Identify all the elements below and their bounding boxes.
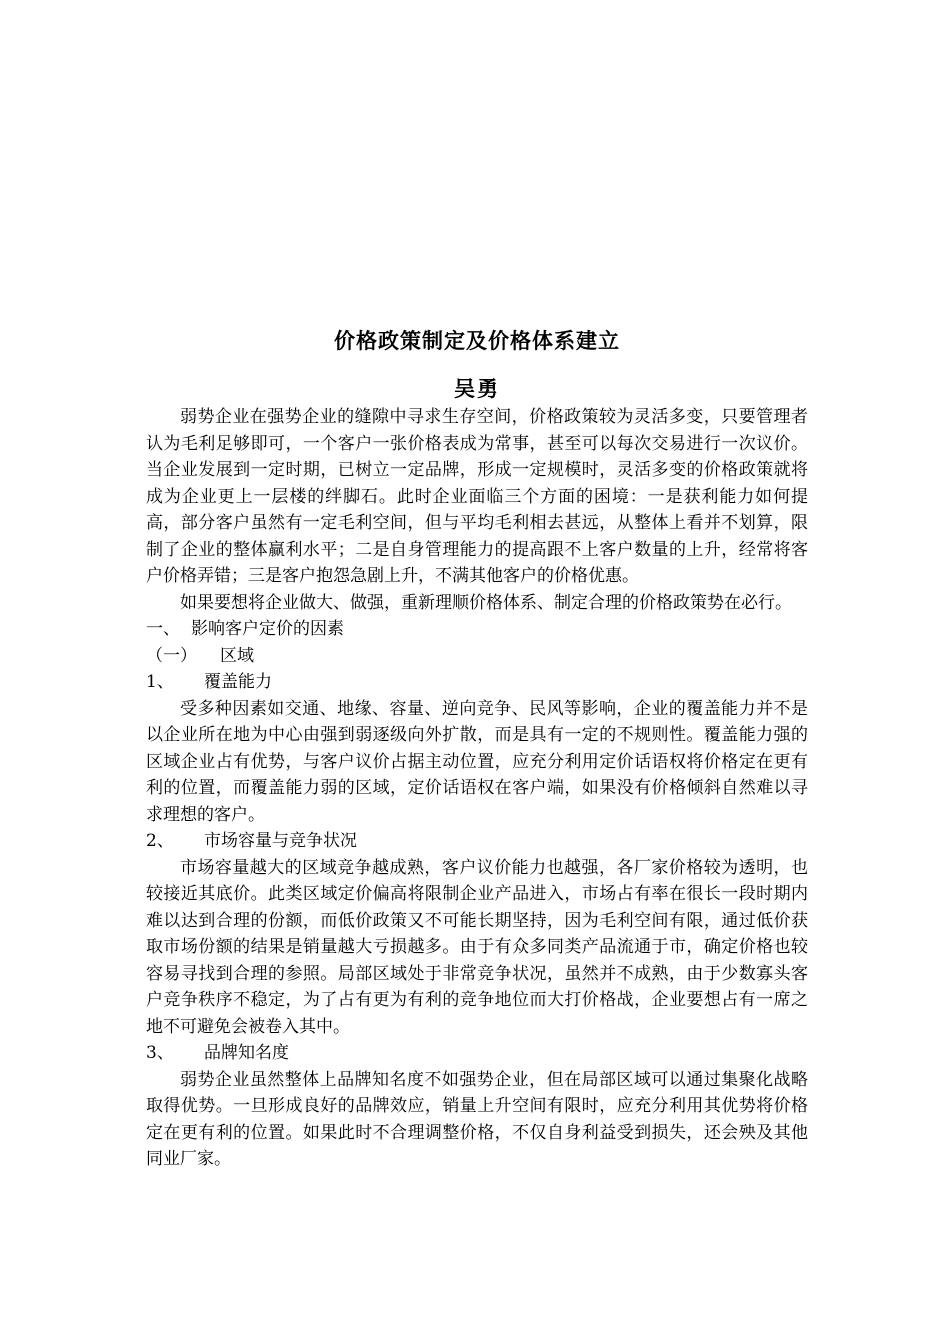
section-title: 影响客户定价的因素 [191, 619, 344, 639]
section-number: 一、 [146, 619, 180, 639]
item-number: 3、 [146, 1043, 174, 1063]
intro-paragraph-2: 如果要想将企业做大、做强，重新理顺价格体系、制定合理的价格政策势在必行。 [180, 592, 792, 613]
document-author: 吴勇 [454, 377, 500, 401]
intro-paragraph-1: 弱势企业在强势企业的缝隙中寻求生存空间，价格政策较为灵活多变，只要管理者认为毛利足够即可，一个客户一张价格表成为常事，甚至可以每次交易进行一次议价。当企业发展到一定时期，已树立一定品牌，形成一定规模时，灵活多变的价格政策就将成为企业更上一层楼的绊脚石。此时企业面临三个方面的困境：一是获利能力如何提高，部分客户虽然有一定毛利空间，但与平均毛利相去甚远，从整体上看并不划算，限制了企业的整体赢利水平；二是自身管理能力的提高跟不上客户数量的上升，经常将客户价格弄错；三是客户抱怨急剧上升，不满其他客户的价格优惠。 [146, 407, 808, 586]
item-title: 品牌知名度 [204, 1043, 289, 1063]
item-heading-2 [146, 828, 808, 855]
item-paragraph-3: 弱势企业虽然整体上品牌知名度不如强势企业，但在局部区域可以通过集聚化战略取得优势。一旦形成良好的品牌效应，销量上升空间有限时，应充分利用其优势将价格定在更有利的位置。如果此时不合理调整价格，不仅自身利益受到损失，还会殃及其他同业厂家。 [146, 1069, 808, 1169]
document-page [146, 320, 808, 1173]
section-heading-1 [146, 616, 808, 643]
item-title: 市场容量与竞争状况 [204, 831, 357, 851]
item-number: 1、 [146, 672, 174, 692]
item-paragraph-2: 市场容量越大的区域竞争越成熟，客户议价能力也越强，各厂家价格较为透明，也较接近其底价。此类区域定价偏高将限制企业产品进入，市场占有率在很长一段时期内难以达到合理的份额，而低价政策又不可能长期坚持，因为毛利空间有限，通过低价获取市场份额的结果是销量越大亏损越多。由于有众多同类产品流通于市，确定价格也较容易寻找到合理的参照。局部区域处于非常竞争状况，虽然并不成熟，由于少数寡头客户竞争秩序不稳定，为了占有更为有利的竞争地位而大打价格战，企业要想占有一席之地不可避免会被卷入其中。 [146, 857, 808, 1037]
item-number: 2、 [146, 831, 174, 851]
document-title: 价格政策制定及价格体系建立 [334, 329, 620, 353]
subsection-title: 区域 [220, 645, 254, 666]
item-heading-3 [146, 1040, 808, 1067]
document-body [146, 404, 808, 1173]
subsection-heading-1: （一） 区域 [146, 645, 254, 666]
item-title: 覆盖能力 [204, 672, 272, 692]
item-paragraph-1: 受多种因素如交通、地缘、容量、逆向竞争、民风等影响，企业的覆盖能力并不是以企业所在地为中心由强到弱逐级向外扩散，而是具有一定的不规则性。覆盖能力强的区域企业占有优势，与客户议价占据主动位置，应充分利用定价话语权将价格定在更有利的位置，而覆盖能力弱的区域，定价话语权在客户端，如果没有价格倾斜自然难以寻求理想的客户。 [146, 698, 808, 825]
item-heading-1 [146, 669, 808, 696]
